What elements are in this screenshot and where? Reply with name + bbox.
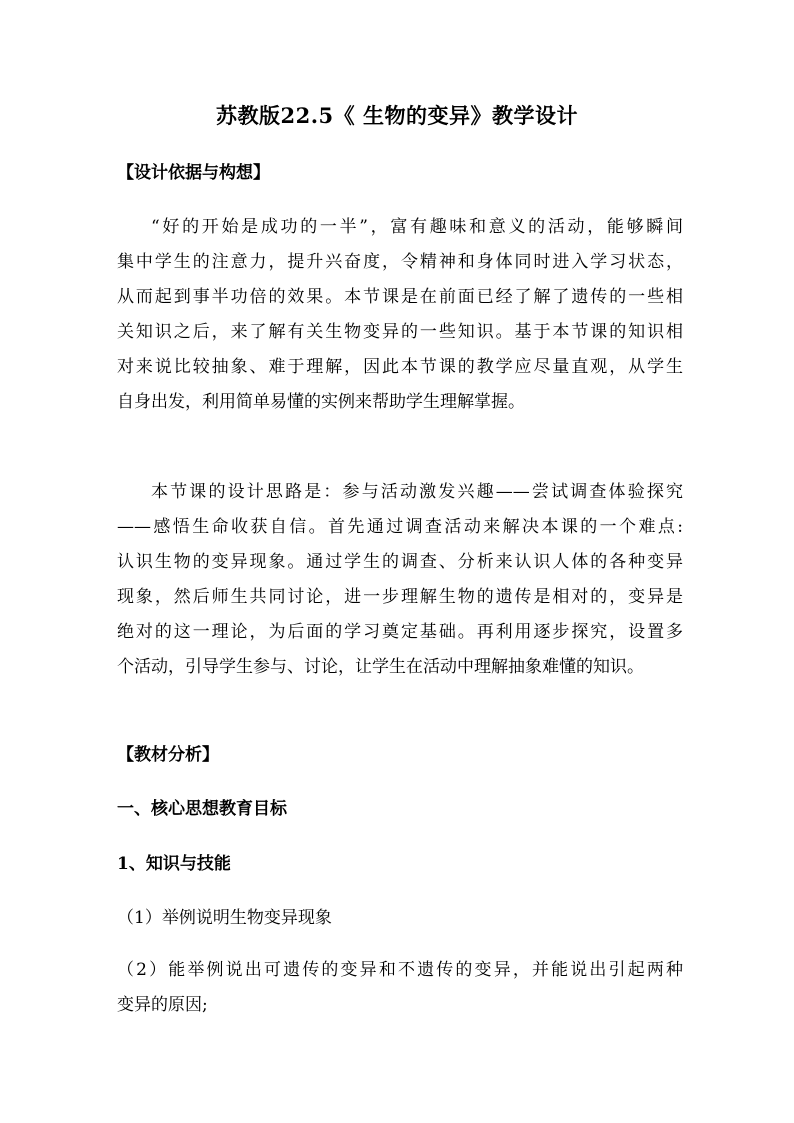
paragraph-design-approach — [117, 475, 683, 685]
list-item: （1）举例说明生物变异现象 — [117, 908, 332, 928]
paragraph-line: 从而起到事半功倍的效果。本节课是在前面已经了解了遗传的一些相 — [117, 287, 683, 307]
paragraph-design-intro — [117, 210, 683, 420]
subheading-knowledge-skills: 1、知识与技能 — [117, 854, 231, 874]
paragraph-line: 集中学生的注意力，提升兴奋度，令精神和身体同时进入学习状态， — [117, 252, 683, 272]
paragraph-line: （2）能举例说出可遗传的变异和不遗传的变异，并能说出引起两种 — [117, 960, 683, 980]
paragraph-line: 变异的原因; — [117, 995, 208, 1015]
paragraph-line: 对来说比较抽象、难于理解，因此本节课的教学应尽量直观，从学生 — [117, 357, 683, 377]
paragraph-line: “好的开始是成功的一半”，富有趣味和意义的活动，能够瞬间 — [151, 217, 683, 237]
section-heading-design-basis: 【设计依据与构想】 — [117, 163, 270, 183]
section-heading-material-analysis: 【教材分析】 — [117, 745, 219, 765]
paragraph-line: 个活动，引导学生参与、讨论，让学生在活动中理解抽象难懂的知识。 — [117, 657, 644, 677]
paragraph-line: 关知识之后，来了解有关生物变异的一些知识。基于本节课的知识相 — [117, 322, 683, 342]
paragraph-line: 自身出发，利用简单易懂的实例来帮助学生理解掌握。 — [117, 392, 525, 412]
paragraph-line: 绝对的这一理论，为后面的学习奠定基础。再利用逐步探究，设置多 — [117, 622, 683, 642]
paragraph-line: 现象，然后师生共同讨论，进一步理解生物的遗传是相对的，变异是 — [117, 587, 683, 607]
subheading-core-goals: 一、核心思想教育目标 — [117, 799, 287, 819]
paragraph-line: 本节课的设计思路是：参与活动激发兴趣——尝试调查体验探究 — [151, 482, 683, 502]
list-item — [117, 953, 683, 1023]
paragraph-line: ——感悟生命收获自信。首先通过调查活动来解决本课的一个难点: — [117, 517, 683, 537]
document-title: 苏教版22.5《 生物的变异》教学设计 — [216, 103, 578, 128]
paragraph-line: 认识生物的变异现象。通过学生的调查、分析来认识人体的各种变异 — [117, 552, 683, 572]
